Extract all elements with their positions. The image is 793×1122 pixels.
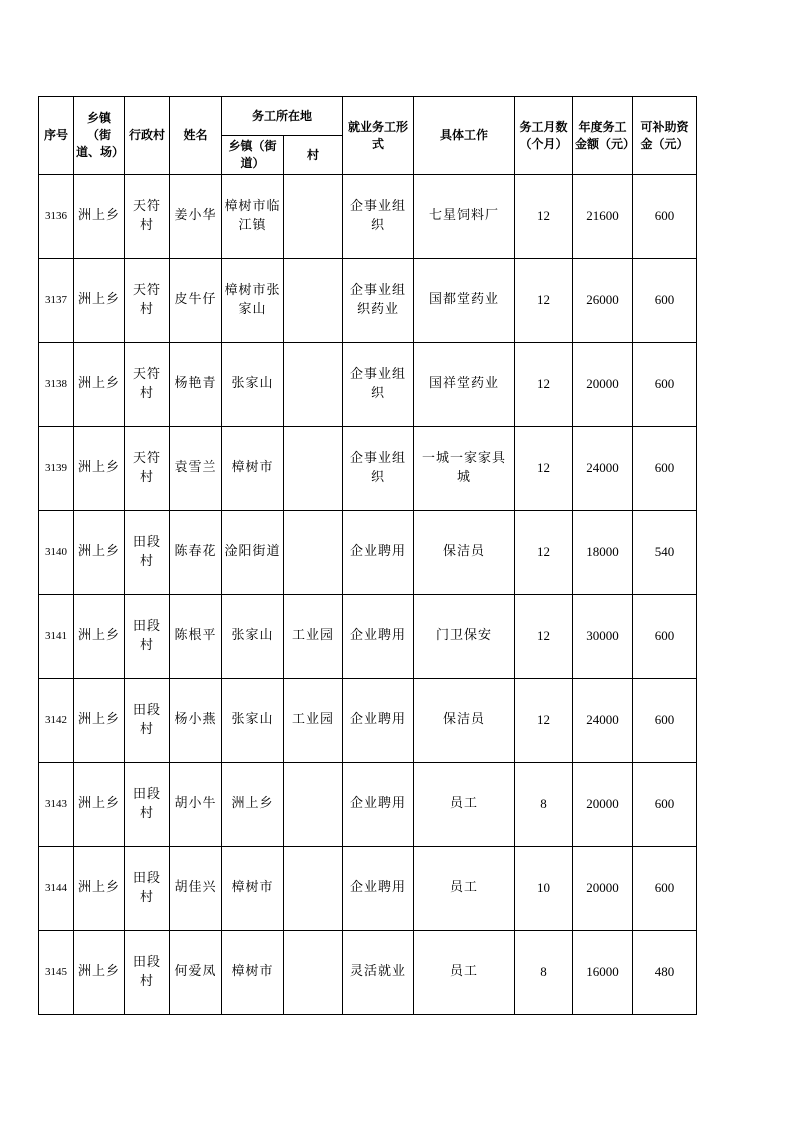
employment-subsidy-table bbox=[38, 96, 697, 1015]
cell-name: 袁雪兰 bbox=[170, 427, 222, 511]
cell-work-township: 张家山 bbox=[222, 343, 284, 427]
cell-seq: 3140 bbox=[39, 511, 74, 595]
cell-annual-amount: 20000 bbox=[573, 763, 633, 847]
header-employment-form: 就业务工形式 bbox=[343, 97, 414, 175]
cell-seq: 3142 bbox=[39, 679, 74, 763]
cell-seq: 3143 bbox=[39, 763, 74, 847]
table-row bbox=[39, 427, 697, 511]
header-name: 姓名 bbox=[170, 97, 222, 175]
cell-employment-form: 灵活就业 bbox=[343, 931, 414, 1015]
cell-months: 8 bbox=[515, 763, 573, 847]
header-months: 务工月数（个月） bbox=[515, 97, 573, 175]
cell-annual-amount: 24000 bbox=[573, 679, 633, 763]
header-seq: 序号 bbox=[39, 97, 74, 175]
cell-work-township: 樟树市 bbox=[222, 427, 284, 511]
cell-village: 田段村 bbox=[125, 931, 170, 1015]
cell-work-township: 樟树市临江镇 bbox=[222, 175, 284, 259]
table-row bbox=[39, 511, 697, 595]
cell-months: 12 bbox=[515, 679, 573, 763]
cell-employment-form: 企业聘用 bbox=[343, 511, 414, 595]
table-row bbox=[39, 259, 697, 343]
cell-name: 胡佳兴 bbox=[170, 847, 222, 931]
cell-work-township: 樟树市张家山 bbox=[222, 259, 284, 343]
table-row bbox=[39, 595, 697, 679]
cell-work-township: 淦阳街道 bbox=[222, 511, 284, 595]
cell-annual-amount: 20000 bbox=[573, 343, 633, 427]
cell-village: 天符村 bbox=[125, 427, 170, 511]
cell-months: 12 bbox=[515, 595, 573, 679]
header-village: 行政村 bbox=[125, 97, 170, 175]
cell-village: 田段村 bbox=[125, 595, 170, 679]
cell-annual-amount: 30000 bbox=[573, 595, 633, 679]
cell-name: 杨小燕 bbox=[170, 679, 222, 763]
cell-job: 员工 bbox=[414, 847, 515, 931]
cell-job: 国都堂药业 bbox=[414, 259, 515, 343]
cell-employment-form: 企业聘用 bbox=[343, 595, 414, 679]
cell-work-village: 工业园 bbox=[284, 595, 343, 679]
cell-seq: 3136 bbox=[39, 175, 74, 259]
cell-subsidy: 600 bbox=[633, 175, 697, 259]
header-work-location: 务工所在地 bbox=[222, 97, 343, 136]
cell-annual-amount: 20000 bbox=[573, 847, 633, 931]
cell-subsidy: 540 bbox=[633, 511, 697, 595]
header-township: 乡镇（街道、场） bbox=[74, 97, 125, 175]
cell-employment-form: 企事业组织 bbox=[343, 175, 414, 259]
cell-village: 田段村 bbox=[125, 763, 170, 847]
cell-months: 12 bbox=[515, 259, 573, 343]
cell-work-village bbox=[284, 175, 343, 259]
cell-work-township: 樟树市 bbox=[222, 931, 284, 1015]
cell-seq: 3139 bbox=[39, 427, 74, 511]
cell-village: 田段村 bbox=[125, 847, 170, 931]
cell-subsidy: 600 bbox=[633, 595, 697, 679]
cell-work-village bbox=[284, 427, 343, 511]
cell-months: 8 bbox=[515, 931, 573, 1015]
cell-name: 姜小华 bbox=[170, 175, 222, 259]
cell-township: 洲上乡 bbox=[74, 343, 125, 427]
cell-employment-form: 企业聘用 bbox=[343, 763, 414, 847]
cell-seq: 3145 bbox=[39, 931, 74, 1015]
cell-subsidy: 600 bbox=[633, 679, 697, 763]
cell-village: 田段村 bbox=[125, 511, 170, 595]
table-row bbox=[39, 931, 697, 1015]
cell-employment-form: 企事业组织 bbox=[343, 343, 414, 427]
cell-name: 陈根平 bbox=[170, 595, 222, 679]
header-job: 具体工作 bbox=[414, 97, 515, 175]
cell-work-village: 工业园 bbox=[284, 679, 343, 763]
cell-work-township: 洲上乡 bbox=[222, 763, 284, 847]
cell-seq: 3144 bbox=[39, 847, 74, 931]
cell-subsidy: 600 bbox=[633, 427, 697, 511]
cell-name: 何爱凤 bbox=[170, 931, 222, 1015]
cell-employment-form: 企事业组织药业 bbox=[343, 259, 414, 343]
cell-job: 员工 bbox=[414, 763, 515, 847]
cell-township: 洲上乡 bbox=[74, 175, 125, 259]
table-row bbox=[39, 847, 697, 931]
table-row bbox=[39, 343, 697, 427]
cell-work-village bbox=[284, 931, 343, 1015]
cell-township: 洲上乡 bbox=[74, 847, 125, 931]
cell-job: 员工 bbox=[414, 931, 515, 1015]
header-work-township: 乡镇（街道） bbox=[222, 136, 284, 175]
cell-work-village bbox=[284, 511, 343, 595]
cell-months: 10 bbox=[515, 847, 573, 931]
cell-job: 门卫保安 bbox=[414, 595, 515, 679]
cell-months: 12 bbox=[515, 343, 573, 427]
cell-work-village bbox=[284, 847, 343, 931]
cell-seq: 3137 bbox=[39, 259, 74, 343]
cell-name: 胡小牛 bbox=[170, 763, 222, 847]
cell-annual-amount: 21600 bbox=[573, 175, 633, 259]
cell-work-village bbox=[284, 259, 343, 343]
header-row-top bbox=[39, 97, 697, 136]
cell-township: 洲上乡 bbox=[74, 595, 125, 679]
cell-village: 田段村 bbox=[125, 679, 170, 763]
cell-village: 天符村 bbox=[125, 259, 170, 343]
cell-township: 洲上乡 bbox=[74, 679, 125, 763]
cell-job: 一城一家家具城 bbox=[414, 427, 515, 511]
cell-seq: 3141 bbox=[39, 595, 74, 679]
cell-name: 皮牛仔 bbox=[170, 259, 222, 343]
cell-employment-form: 企业聘用 bbox=[343, 679, 414, 763]
table-body bbox=[39, 175, 697, 1015]
cell-village: 天符村 bbox=[125, 343, 170, 427]
cell-township: 洲上乡 bbox=[74, 511, 125, 595]
cell-subsidy: 600 bbox=[633, 763, 697, 847]
header-subsidy: 可补助资金（元） bbox=[633, 97, 697, 175]
cell-annual-amount: 16000 bbox=[573, 931, 633, 1015]
cell-name: 陈春花 bbox=[170, 511, 222, 595]
cell-work-township: 张家山 bbox=[222, 595, 284, 679]
cell-months: 12 bbox=[515, 427, 573, 511]
cell-work-village bbox=[284, 343, 343, 427]
cell-work-township: 张家山 bbox=[222, 679, 284, 763]
cell-subsidy: 600 bbox=[633, 847, 697, 931]
cell-job: 保洁员 bbox=[414, 679, 515, 763]
cell-township: 洲上乡 bbox=[74, 259, 125, 343]
cell-job: 保洁员 bbox=[414, 511, 515, 595]
table-row bbox=[39, 763, 697, 847]
cell-name: 杨艳青 bbox=[170, 343, 222, 427]
cell-annual-amount: 24000 bbox=[573, 427, 633, 511]
cell-township: 洲上乡 bbox=[74, 427, 125, 511]
cell-seq: 3138 bbox=[39, 343, 74, 427]
cell-months: 12 bbox=[515, 175, 573, 259]
cell-job: 七星饲料厂 bbox=[414, 175, 515, 259]
cell-months: 12 bbox=[515, 511, 573, 595]
cell-subsidy: 600 bbox=[633, 343, 697, 427]
header-work-village: 村 bbox=[284, 136, 343, 175]
header-annual-amount: 年度务工金额（元） bbox=[573, 97, 633, 175]
cell-employment-form: 企事业组织 bbox=[343, 427, 414, 511]
cell-annual-amount: 26000 bbox=[573, 259, 633, 343]
cell-township: 洲上乡 bbox=[74, 763, 125, 847]
cell-subsidy: 480 bbox=[633, 931, 697, 1015]
cell-job: 国祥堂药业 bbox=[414, 343, 515, 427]
cell-township: 洲上乡 bbox=[74, 931, 125, 1015]
table-row bbox=[39, 679, 697, 763]
cell-employment-form: 企业聘用 bbox=[343, 847, 414, 931]
table-row bbox=[39, 175, 697, 259]
cell-village: 天符村 bbox=[125, 175, 170, 259]
cell-subsidy: 600 bbox=[633, 259, 697, 343]
cell-work-township: 樟树市 bbox=[222, 847, 284, 931]
cell-annual-amount: 18000 bbox=[573, 511, 633, 595]
cell-work-village bbox=[284, 763, 343, 847]
